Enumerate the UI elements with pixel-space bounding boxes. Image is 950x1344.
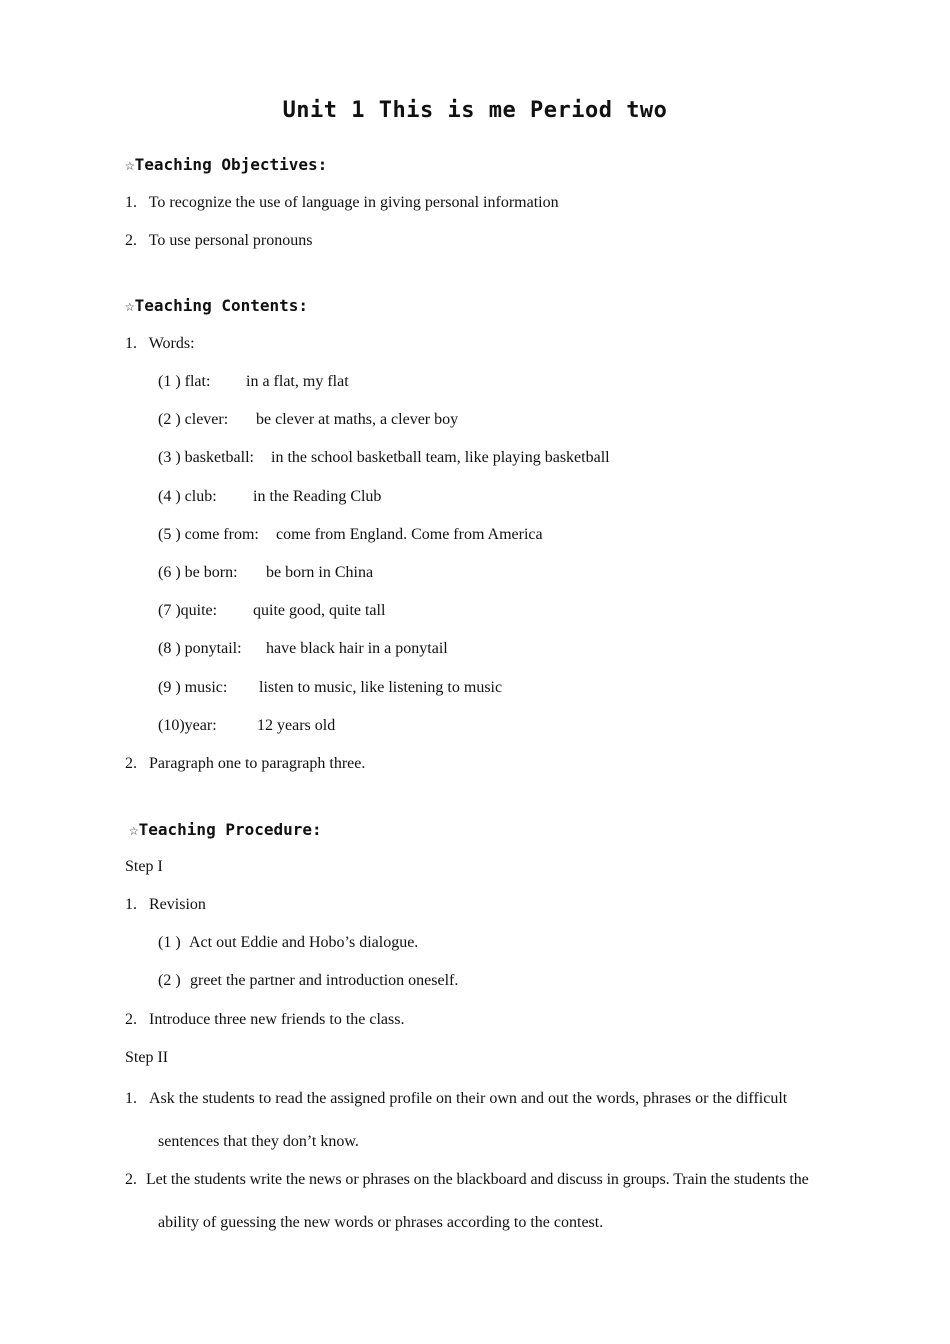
word-example: listen to music, like listening to music <box>259 679 503 696</box>
word-term: (9 ) music: <box>158 679 228 696</box>
word-term: (1 ) flat: <box>158 373 211 390</box>
step2-item-first-line <box>125 1077 858 1120</box>
revision-label: Revision <box>149 896 206 913</box>
word-entry <box>158 564 373 582</box>
contents-heading: ☆Teaching Contents: <box>125 296 309 315</box>
revision-subitem-text: greet the partner and introduction oneself. <box>190 972 459 989</box>
word-entry <box>158 717 335 735</box>
step2-item-first-line <box>125 1158 858 1201</box>
words-label: Words: <box>148 335 195 352</box>
word-entry <box>158 640 448 658</box>
revision-subitem-text: Act out Eddie and Hobo’s dialogue. <box>189 934 419 951</box>
word-example: be born in China <box>266 564 374 581</box>
intro-number: 2. <box>125 1011 137 1028</box>
word-example: in a flat, my flat <box>246 373 349 390</box>
intro-text: Introduce three new friends to the class. <box>149 1011 405 1028</box>
step2-item <box>125 1158 858 1244</box>
step2-item-continuation: ability of guessing the new words or phrases according to the contest. <box>158 1214 604 1231</box>
step2-item <box>125 1077 858 1163</box>
word-term: (10)year: <box>158 717 217 734</box>
word-example: come from England. Come from America <box>276 526 543 543</box>
contents-text: Paragraph one to paragraph three. <box>149 755 366 772</box>
objectives-heading: ☆Teaching Objectives: <box>125 155 328 174</box>
words-number: 1. <box>125 335 137 352</box>
objective-number: 1. <box>125 194 137 211</box>
revision-number: 1. <box>125 896 137 913</box>
word-entry <box>158 449 610 467</box>
objective-text: To recognize the use of language in giving personal information <box>148 194 559 211</box>
step2-item-number: 1. <box>125 1090 137 1107</box>
step2-item-text: Let the students write the news or phrases on the blackboard and discuss in groups. Train the students the <box>146 1171 809 1188</box>
word-example: in the Reading Club <box>253 488 382 505</box>
word-term: (7 )quite: <box>158 602 218 619</box>
word-example: quite good, quite tall <box>253 602 386 619</box>
step-label: Step II <box>125 1049 169 1066</box>
revision-subitem <box>158 972 458 990</box>
page-title: Unit 1 This is me Period two <box>282 98 668 123</box>
revision-subitem-number: (2 ) <box>158 972 181 989</box>
objective-item <box>125 232 312 250</box>
revision-subitem-number: (1 ) <box>158 934 181 951</box>
step2-item-number: 2. <box>125 1171 137 1188</box>
word-entry <box>158 411 458 429</box>
step2-item-text: Ask the students to read the assigned profile on their own and out the words, phrases or the difficult <box>149 1090 788 1107</box>
revision-subitem <box>158 934 418 952</box>
word-entry <box>158 373 349 391</box>
words-item <box>125 335 195 353</box>
intro-item <box>125 1011 404 1029</box>
word-term: (3 ) basketball: <box>158 449 254 466</box>
word-term: (6 ) be born: <box>158 564 238 581</box>
word-term: (4 ) club: <box>158 488 217 505</box>
objective-text: To use personal pronouns <box>148 232 313 249</box>
word-entry <box>158 488 381 506</box>
contents-number: 2. <box>125 755 137 772</box>
procedure-heading: ☆Teaching Procedure: <box>129 820 322 839</box>
word-example: have black hair in a ponytail <box>266 640 448 657</box>
contents-item <box>125 755 365 773</box>
word-term: (8 ) ponytail: <box>158 640 242 657</box>
word-example: 12 years old <box>257 717 336 734</box>
word-entry <box>158 679 502 697</box>
revision-item <box>125 896 206 914</box>
step2-item-continuation: sentences that they don’t know. <box>158 1133 359 1150</box>
word-example: be clever at maths, a clever boy <box>256 411 459 428</box>
word-example: in the school basketball team, like playing basketball <box>271 449 610 466</box>
word-term: (2 ) clever: <box>158 411 229 428</box>
word-term: (5 ) come from: <box>158 526 259 543</box>
word-entry <box>158 526 543 544</box>
word-entry <box>158 602 385 620</box>
step-label: Step I <box>125 858 163 875</box>
objective-number: 2. <box>125 232 137 249</box>
objective-item <box>125 194 559 212</box>
